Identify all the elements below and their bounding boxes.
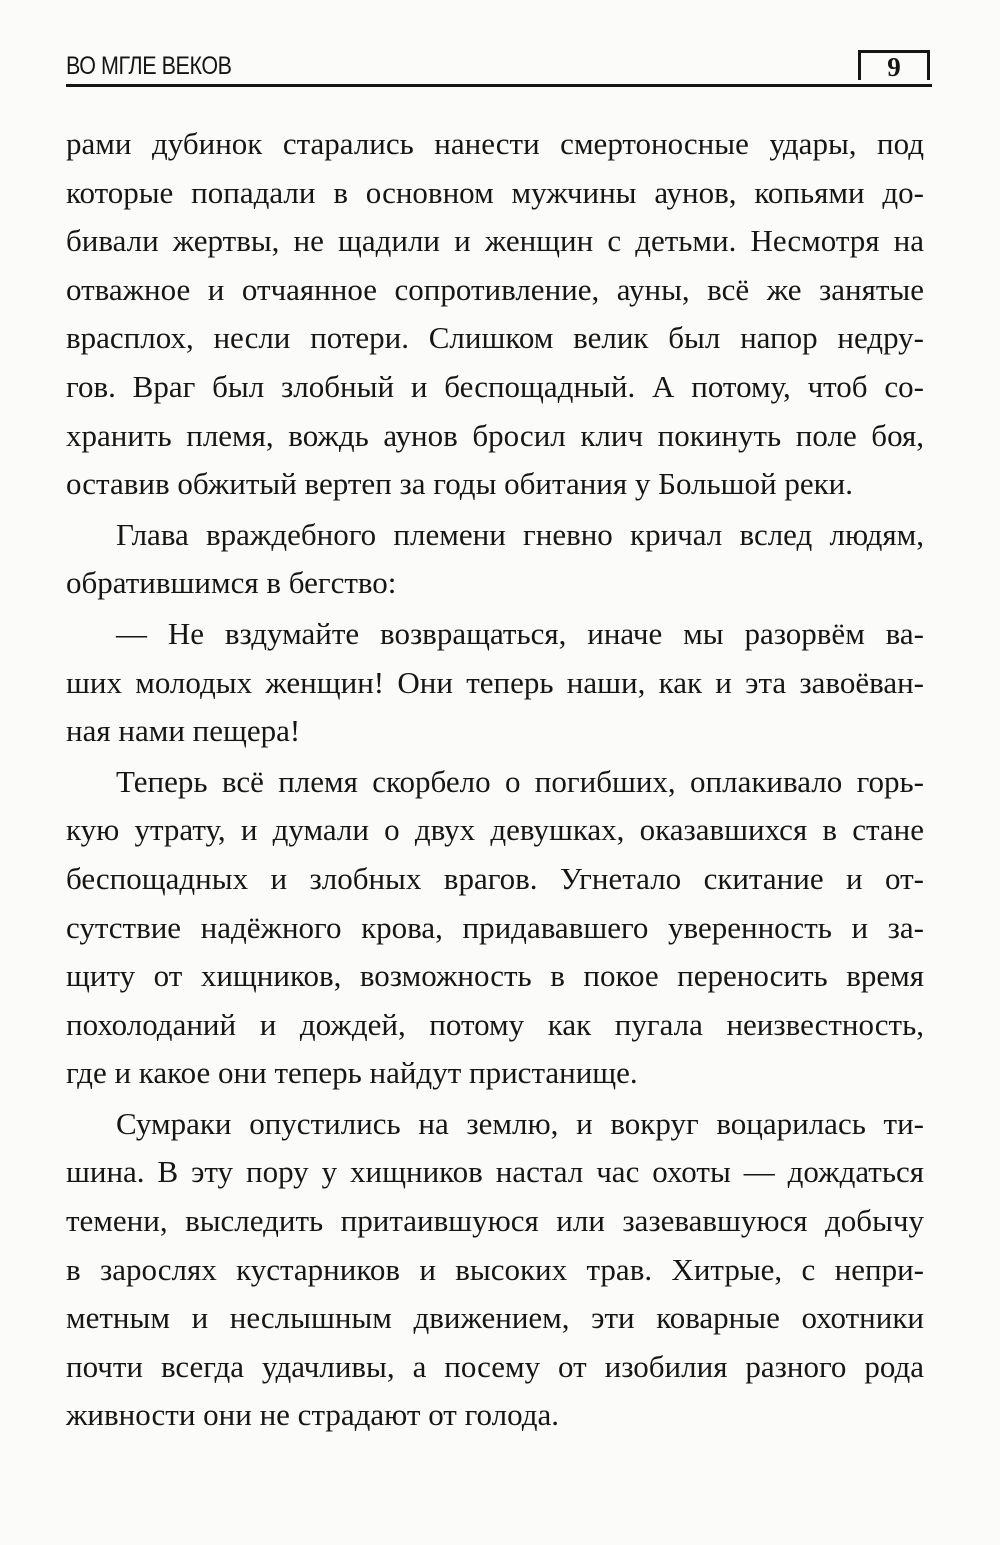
paragraph xyxy=(66,511,924,608)
text-line: темени, выследить притаившуюся или зазевавшуюся добычу xyxy=(66,1203,924,1239)
text-line: живности они не страдают от голода. xyxy=(66,1397,559,1433)
text-line: ная нами пещера! xyxy=(66,713,301,749)
text-line: щиту от хищников, возможность в покое переносить время xyxy=(66,958,924,994)
page-header xyxy=(66,48,932,88)
text-line: похолоданий и дождей, потому как пугала неизвестность, xyxy=(66,1006,924,1042)
text-line: в зарослях кустарников и высоких трав. Хитрые, с непри- xyxy=(66,1251,924,1287)
text-line: бивали жертвы, не щадили и женщин с детьми. Несмотря на xyxy=(66,223,924,259)
text-line: Теперь всё племя скорбело о погибших, оплакивало горь- xyxy=(116,763,924,799)
header-rule xyxy=(66,84,932,87)
text-line: сутствие надёжного крова, придававшего уверенность и за- xyxy=(66,909,924,945)
text-line: Глава враждебного племени гневно кричал вслед людям, xyxy=(116,516,924,552)
paragraph xyxy=(66,758,924,1098)
text-line: оставив обжитый вертеп за годы обитания у Большой реки. xyxy=(66,466,854,502)
text-line: шина. В эту пору у хищников настал час охоты — дождаться xyxy=(66,1154,924,1190)
text-line: которые попадали в основном мужчины аунов, копьями до- xyxy=(66,174,924,210)
text-line: Сумраки опустились на землю, и вокруг воцарилась ти- xyxy=(116,1105,924,1141)
paragraph xyxy=(66,120,924,509)
text-line: кую утрату, и думали о двух девушках, оказавшихся в стане xyxy=(66,812,924,848)
text-line: врасплох, несли потери. Слишком велик был напор недру- xyxy=(66,320,924,356)
running-head: ВО МГЛЕ ВЕКОВ xyxy=(66,52,232,80)
text-line: ших молодых женщин! Они теперь наши, как и эта завоёван- xyxy=(66,664,924,700)
text-line: где и какое они теперь найдут пристанище. xyxy=(66,1055,638,1091)
page-number: 9 xyxy=(887,52,901,82)
body-text xyxy=(66,120,924,1440)
text-line: хранить племя, вождь аунов бросил клич покинуть поле боя, xyxy=(66,417,924,453)
text-line: — Не вздумайте возвращаться, иначе мы разорвём ва- xyxy=(116,615,924,651)
page-number-box xyxy=(858,50,930,80)
text-line: рами дубинок старались нанести смертоносные удары, под xyxy=(66,126,924,161)
text-line: почти всегда удачливы, а посему от изобилия разного рода xyxy=(66,1348,924,1384)
text-line: гов. Враг был злобный и беспощадный. А потому, чтоб со- xyxy=(66,368,924,404)
text-line: метным и неслышным движением, эти коварные охотники xyxy=(66,1300,924,1336)
text-line: отважное и отчаянное сопротивление, ауны, всё же занятые xyxy=(66,271,924,307)
paragraph xyxy=(66,610,924,756)
paragraph xyxy=(66,1100,924,1440)
text-line: обратившимся в бегство: xyxy=(66,565,397,601)
text-line: беспощадных и злобных врагов. Угнетало скитание и от- xyxy=(66,860,924,896)
